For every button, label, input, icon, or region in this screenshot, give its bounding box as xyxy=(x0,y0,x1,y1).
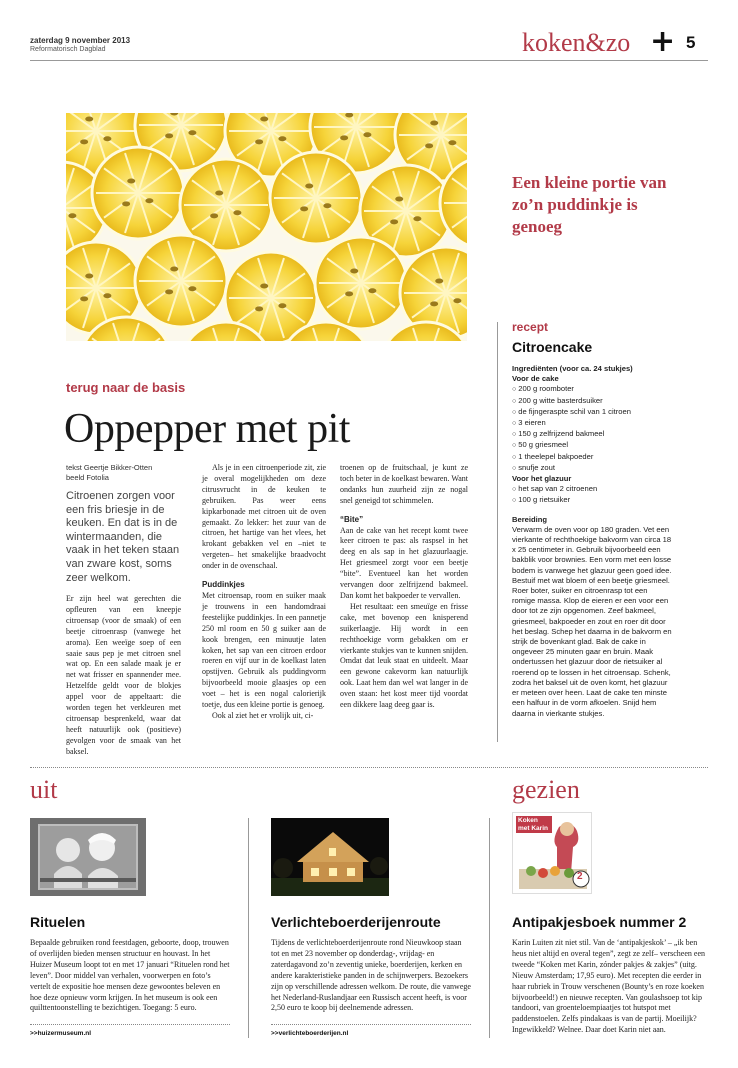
rituals-photo xyxy=(30,818,146,896)
ingredient-item: ○ 200 g witte basterdsuiker xyxy=(512,396,672,407)
lemon-seed xyxy=(68,213,76,218)
paragraph: Aan de cake van het recept komt twee keer citroen te pas: als raspsel in het deeg en als sap in het glazuurlaagje. Het griesmeel zorgt voor een beetje “bite”. Eventueel kan het worden vervangen door zelfrijzend bakmeel. Dan komt het bakpoeder te vervallen. xyxy=(340,525,468,600)
article-kicker: terug naar de basis xyxy=(66,380,186,395)
item-divider xyxy=(30,1024,230,1025)
gezien-label: gezien xyxy=(512,775,580,804)
ingredient-item: ○ 200 g roomboter xyxy=(512,384,672,395)
lemon-seed xyxy=(323,203,331,208)
section-divider xyxy=(30,767,708,768)
recipe-title: Citroencake xyxy=(512,339,593,355)
section-title: koken&zo xyxy=(522,28,631,57)
ingredient-item: ○ snufje zout xyxy=(512,463,672,474)
lemon-seed xyxy=(345,291,353,296)
farm-route-text: Tijdens de verlichteboerderijenroute rond Nieuwkoop staan tot en met 23 november op donderdag-, vrijdag- en zaterdagavond zo’n zeventig unieke, boerderijen, kerken en andere karakteristieke panden in de schijnwerpers. Bezoekers zijn op verschillende adressen welkom. De route, die vanwege het Nederland-Ruslandjaar een Russisch accent heeft, is voor 2,50 euro te koop bij deelnemende adressen. xyxy=(271,938,471,1013)
lemon-seed xyxy=(85,273,93,278)
header-rule xyxy=(30,60,708,61)
lemon-seed xyxy=(413,216,421,221)
lemon-seed xyxy=(122,201,130,206)
article-column-2 xyxy=(202,463,326,722)
lemon-seed xyxy=(165,133,173,138)
ingredient-item: ○ 3 eieren xyxy=(512,418,672,429)
paragraph: Met citroensap, room en suiker maak je trouwens in een handomdraai feestelijke puddinkjes. In een pannetje 250 ml room en 50 g suiker aan de kook brengen, een minuutje laten koken, het sap van een citroen erdoor roeren en vijf uur in de koelkast laten opstijven. Gebruik als puddingvorm bijvoorbeeld mooie glaasjes op een voet – het is een nogal calorierijk toetje, dus een kleine portie is genoeg. xyxy=(202,590,326,710)
article-headline: Oppepper met pit xyxy=(64,406,350,452)
lemon-seed xyxy=(430,301,438,306)
method-text: Verwarm de oven voor op 180 graden. Vet een vierkante of rechthoekige bakvorm van circa 18 x 25 centimeter in. Gebruik bijvoorbeeld een bakblik voor brownies. Een vorm met een losse bodem is vanwege het glazuur geen goed idee. Bestuif met wat bloem of een beetje griesmeel. Roer boter, suiker en citroenrasp tot een romige massa. Klop de eieren er een voor een door tot ze zijn opgenomen. Zeef bakmeel, griesmeel, bakpoeder en zout en roer dit door het beslag. Schep het daarna in de bakvorm en strijk de bovenkant glad. Bak de cake in ongeveer 25 minuten gaar en bruin. Maak ondertussen het glazuur door de rietsuiker al roerend op te lossen in het citroensap. Schenk, zodra het baksel uit de oven komt, het glazuur er meteen over heen. Laat de cake ten minste een halfuur in de vorm afkoelen. Snijd hem daarna in vierkante stukjes. xyxy=(512,524,672,718)
lemon-seed xyxy=(127,178,135,183)
rituals-title: Rituelen xyxy=(30,914,86,930)
byline-text: tekst Geertje Bikker-Otten xyxy=(66,463,153,472)
lemon-seed xyxy=(170,266,178,271)
lemon-seed xyxy=(145,198,153,203)
lemon-seed xyxy=(80,296,88,301)
lemon-seed xyxy=(363,132,371,137)
issue-date: zaterdag 9 november 2013 xyxy=(30,36,131,45)
page-number: 5 xyxy=(686,33,696,52)
book-cover xyxy=(512,812,592,894)
lemon-seed xyxy=(188,286,196,291)
paragraph: Het resultaat: een smeuïge en frisse cake, met bovenop een knisperend suikerlaagje. Hij wordt in een rechthoekige vorm gebakken om er vierkante stukjes van te kunnen snijden. Omdat dat leuk staat en uitdeelt. Maar een gewone cakevorm kan natuurlijk ook. Laat hem dan wel wat langer in de oven staan: het kost meer tijd voordat een dikkere laag deeg gaar is. xyxy=(340,601,468,710)
lemon-seed xyxy=(305,183,313,188)
cover-number: 2 xyxy=(577,871,583,882)
ingredient-item: ○ 1 theelepel bakpoeder xyxy=(512,452,672,463)
lemon-seed xyxy=(233,210,241,215)
cover-title: Koken met Karin xyxy=(516,816,552,833)
lemon-seed xyxy=(300,206,308,211)
paragraph: Er zijn heel wat gerechten die opfleuren van een kneepje citroensap (voor de smaak) of een beetje citroenrasp (vanwege het aroma). Een weeïge soep of een saaie saus pep je met citroen snel wat op. En een salade maak je er net wat frisser en spannender mee. Hetzelfde geldt voor de blokjes appel voor de appeltaart: die worden tegen het verkleuren met citroensap besprenkeld, waar dat heeft natuurlijk ook (positieve) gevolgen voor de smaak van het baksel. xyxy=(66,594,181,756)
byline-image: beeld Fotolia xyxy=(66,473,109,482)
farm-route-title: Verlichteboerderijenroute xyxy=(271,914,441,930)
lemon-seed xyxy=(448,140,456,145)
lemon-seed xyxy=(435,278,443,283)
lemon-seed xyxy=(103,293,111,298)
article-intro: Citroenen zorgen voor een fris briesje in de keuken. En dat is in de wintermaanden, die vaak in het teken staan van zware kost, soms zeer welkom. xyxy=(66,490,180,584)
article-column-1 xyxy=(66,594,181,758)
ingredient-item: ○ 100 g rietsuiker xyxy=(512,495,672,506)
ingredient-item: ○ de fijngeraspte schil van 1 citroen xyxy=(512,407,672,418)
glaze-heading: Voor het glazuur xyxy=(512,474,572,484)
article-column-3 xyxy=(340,463,468,711)
paragraph: Als je in een citroenperiode zit, zie je overal mogelijkheden om deze citrusvrucht in de keuken te gebruiken. Pas weer eens kipkarbonade met citroen uit de oven gemaakt. Zo lekker: het zuur van de citroen, het hartige van het vlees, het krokant gebakken vel en –niet te vergeten– het smakelijke braadvocht onder in de ovenschaal. xyxy=(202,463,326,571)
lemon-seed xyxy=(255,306,263,311)
lemon-seed xyxy=(278,136,286,141)
lemon-seed xyxy=(215,190,223,195)
column-divider xyxy=(489,818,490,1038)
huizermuseum-link[interactable]: >>huizermuseum.nl xyxy=(30,1030,92,1037)
recipe-box xyxy=(512,364,672,719)
lemon-seed xyxy=(188,130,196,135)
lemon-seed xyxy=(430,120,438,125)
byline xyxy=(66,463,152,483)
lemon-seed xyxy=(103,136,111,141)
method-heading: Bereiding xyxy=(512,514,548,524)
lemon-seed xyxy=(340,135,348,140)
column-divider xyxy=(497,322,498,742)
ingredient-item: ○ 50 g griesmeel xyxy=(512,440,672,451)
lemon-seed xyxy=(278,303,286,308)
subheading: “Bite” xyxy=(340,514,364,524)
paragraph: Ook al ziet het er vrolijk uit, ci- xyxy=(212,710,314,720)
lemon-seed xyxy=(165,289,173,294)
lemon-seed xyxy=(210,213,218,218)
lemon-seed xyxy=(425,143,433,148)
plus-logo: + xyxy=(650,24,676,59)
lemon-seed xyxy=(390,219,398,224)
farmhouse-photo xyxy=(271,818,389,896)
item-divider xyxy=(271,1024,471,1025)
lemon-seed xyxy=(395,196,403,201)
verlichteboerderijen-link[interactable]: >>verlichteboerderijen.nl xyxy=(271,1030,349,1037)
ingredient-item: ○ het sap van 2 citroenen xyxy=(512,484,672,495)
ingredients-heading: Ingrediënten (voor ca. 24 stukjes) xyxy=(512,364,633,373)
uit-label: uit xyxy=(30,775,58,804)
lemon-slices-photo xyxy=(66,113,467,341)
rituals-text: Bepaalde gebruiken rond feestdagen, geboorte, doop, trouwen of overlijden bieden mensen structuur en houvast. In het Huizer Museum loopt tot en met 17 januari “Rituelen rond het leven”. Door middel van verhalen, voorwerpen en foto’s vertelt de expositie hoe mensen deze gewoontes beleven en hoe deze opnieuw vorm krijgen. In het museum is ook een quilttentoonstelling te bezichtigen. Toegang: 5 euro. xyxy=(30,938,230,1013)
lemon-seed xyxy=(80,139,88,144)
paragraph: troenen op de fruitschaal, je kunt ze toch beter in de koelkast bewaren. Want ondanks hun zuurheid zijn ze nogal snel geneigd tot schimmelen. xyxy=(340,463,468,505)
recipe-label: recept xyxy=(512,320,549,334)
newspaper-name: Reformatorisch Dagblad xyxy=(30,46,106,53)
lemon-seed xyxy=(368,288,376,293)
column-divider xyxy=(248,818,249,1038)
lemon-seed xyxy=(260,283,268,288)
subheading: Puddinkjes xyxy=(202,580,245,590)
ingredient-item: ○ 150 g zelfrijzend bakmeel xyxy=(512,429,672,440)
lemon-seed xyxy=(85,116,93,121)
lemon-seed xyxy=(350,268,358,273)
book-title: Antipakjesboek nummer 2 xyxy=(512,914,687,930)
lemon-seed xyxy=(260,116,268,121)
cake-heading: Voor de cake xyxy=(512,374,559,384)
book-text: Karin Luiten zit niet stil. Van de ‘antipakjeskok’ – „ik ben heus niet altijd en overal tegen”, zegt ze zelf– verscheen een tweede “Koken met Karin, zónder pakjes & zakjes” (uitg. Nieuw Amsterdam; 17,95 euro). Met recepten die eerder in haar rubriek in Trouw verschenen (Bounty’s en roze koeken bijvoorbeeld!) en nieuwe recepten. Van goulashsoep tot kip tandoori, van groenteloempiaatjes tot hutspot met paddenstoelen. Zelfs pindakaas is van de partij. Moeilijk? Ingewikkeld? Welnee. Daar doet Karin niet aan. xyxy=(512,938,706,1035)
lemon-seed xyxy=(453,298,461,303)
pull-quote: Een kleine portie van zo’n puddinkje is genoeg xyxy=(512,173,667,236)
lemon-seed xyxy=(255,139,263,144)
